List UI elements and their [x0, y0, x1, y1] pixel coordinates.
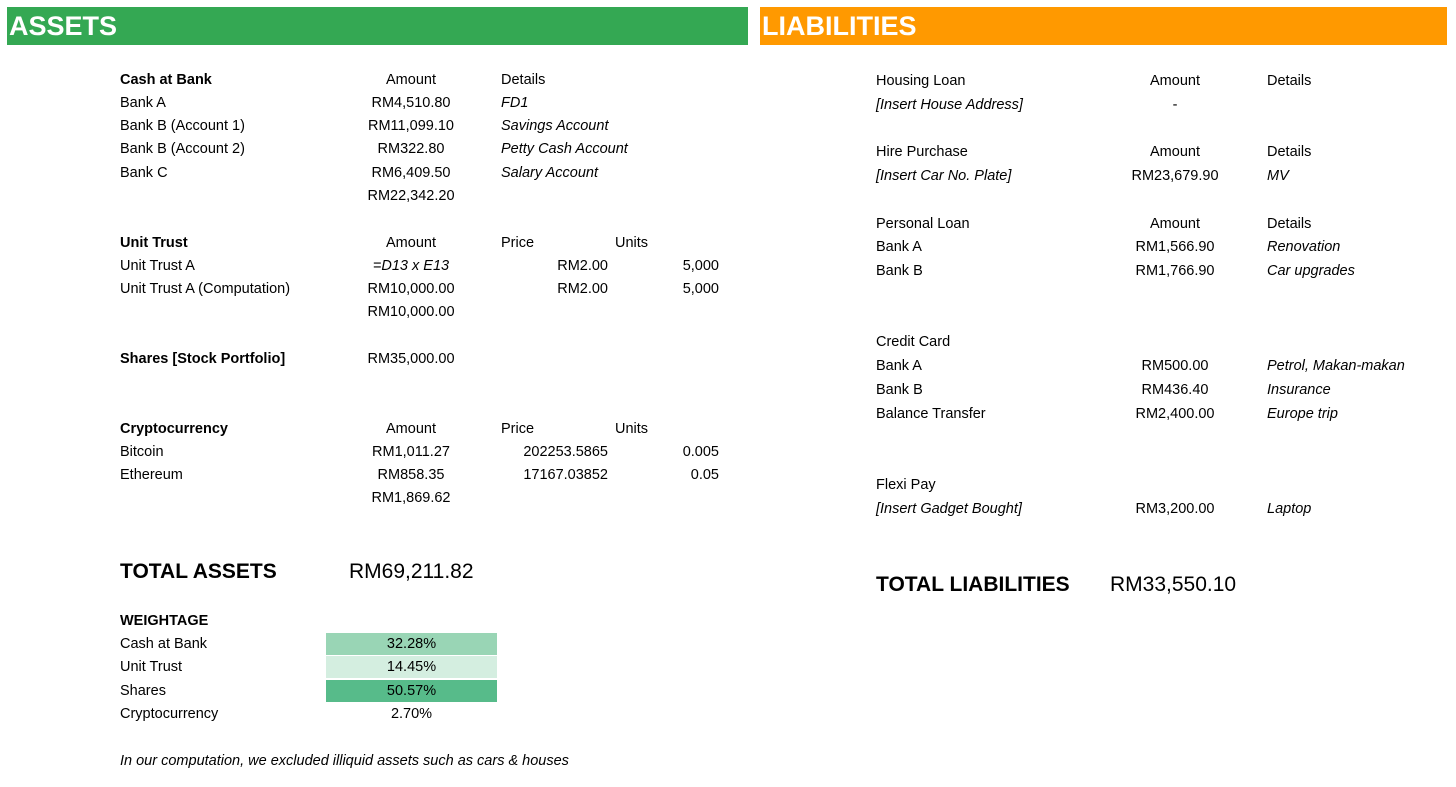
assets-header: ASSETS — [7, 7, 748, 45]
unit-trust-units-header: Units — [615, 235, 649, 251]
cash-row-details: FD1 — [501, 95, 529, 111]
cash-row-amount: RM11,099.10 — [368, 118, 454, 134]
credit-card-row-details: Europe trip — [1267, 406, 1338, 422]
crypto-row-amount: RM1,011.27 — [372, 444, 450, 460]
credit-card-row-name: Balance Transfer — [876, 406, 986, 422]
crypto-subtotal: RM1,869.62 — [371, 490, 451, 506]
unit-trust-row-name: Unit Trust A — [120, 258, 195, 274]
cash-row-details: Salary Account — [501, 165, 598, 181]
hire-purchase-row-details: MV — [1267, 168, 1289, 184]
housing-loan-title: Housing Loan — [876, 73, 966, 89]
personal-loan-title: Personal Loan — [876, 216, 970, 232]
housing-row-amount: - — [1172, 97, 1178, 113]
personal-loan-row-name: Bank A — [876, 239, 922, 255]
hire-purchase-title: Hire Purchase — [876, 144, 968, 160]
hire-purchase-row-name: [Insert Car No. Plate] — [876, 168, 1012, 184]
crypto-row-price: 202253.5865 — [523, 444, 608, 460]
weightage-row-name: Shares — [120, 683, 166, 699]
unit-trust-price-header: Price — [501, 235, 535, 251]
total-liabilities-label: TOTAL LIABILITIES — [876, 573, 1070, 596]
crypto-section-title: Cryptocurrency — [120, 421, 228, 437]
personal-loan-amount-header: Amount — [1150, 216, 1200, 232]
total-liabilities-value: RM33,550.10 — [1110, 573, 1237, 596]
personal-loan-row-amount: RM1,566.90 — [1135, 239, 1215, 255]
personal-loan-row-details: Renovation — [1267, 239, 1341, 255]
weightage-row-name: Unit Trust — [120, 659, 183, 675]
credit-card-row-details: Petrol, Makan-makan — [1267, 358, 1405, 374]
credit-card-row-name: Bank B — [876, 382, 923, 398]
unit-trust-row-price: RM2.00 — [557, 258, 608, 274]
credit-card-title: Credit Card — [876, 334, 951, 350]
weightage-cell: 50.57% — [326, 680, 497, 702]
shares-section-title: Shares [Stock Portfolio] — [120, 351, 286, 367]
cash-details-header: Details — [501, 72, 546, 88]
cash-section-title: Cash at Bank — [120, 72, 212, 88]
weightage-row-name: Cryptocurrency — [120, 706, 219, 722]
unit-trust-row-amount: RM10,000.00 — [367, 281, 455, 297]
weightage-cell: 14.45% — [326, 656, 497, 678]
cash-row-name: Bank B (Account 2) — [120, 141, 245, 157]
credit-card-row-details: Insurance — [1267, 382, 1331, 398]
cash-row-details: Savings Account — [501, 118, 609, 134]
cash-row-amount: RM322.80 — [377, 141, 445, 157]
shares-amount: RM35,000.00 — [367, 351, 455, 367]
crypto-row-amount: RM858.35 — [377, 467, 445, 483]
unit-trust-row-units: 5,000 — [682, 258, 719, 274]
credit-card-row-amount: RM500.00 — [1141, 358, 1209, 374]
hire-purchase-row-amount: RM23,679.90 — [1131, 168, 1219, 184]
credit-card-row-amount: RM2,400.00 — [1135, 406, 1215, 422]
crypto-amount-header: Amount — [386, 421, 436, 437]
personal-loan-row-details: Car upgrades — [1267, 263, 1355, 279]
personal-loan-row-name: Bank B — [876, 263, 923, 279]
weightage-title: WEIGHTAGE — [120, 613, 209, 629]
credit-card-row-name: Bank A — [876, 358, 922, 374]
crypto-row-units: 0.005 — [682, 444, 719, 460]
unit-trust-row-units: 5,000 — [682, 281, 719, 297]
cash-amount-header: Amount — [386, 72, 436, 88]
crypto-row-price: 17167.03852 — [523, 467, 608, 483]
weightage-cell: 2.70% — [326, 703, 497, 725]
total-assets-label: TOTAL ASSETS — [120, 560, 277, 583]
cash-row-name: Bank B (Account 1) — [120, 118, 245, 134]
weightage-cell: 32.28% — [326, 633, 497, 655]
cash-row-amount: RM6,409.50 — [371, 165, 451, 181]
unit-trust-row-price: RM2.00 — [557, 281, 608, 297]
cash-row-amount: RM4,510.80 — [371, 95, 451, 111]
credit-card-row-amount: RM436.40 — [1141, 382, 1209, 398]
unit-trust-row-formula: =D13 x E13 — [372, 258, 450, 274]
unit-trust-amount-header: Amount — [386, 235, 436, 251]
crypto-row-units: 0.05 — [690, 467, 719, 483]
crypto-row-name: Bitcoin — [120, 444, 164, 460]
hire-purchase-amount-header: Amount — [1150, 144, 1200, 160]
weightage-row-name: Cash at Bank — [120, 636, 208, 652]
personal-loan-details-header: Details — [1267, 216, 1312, 232]
housing-amount-header: Amount — [1150, 73, 1200, 89]
liabilities-header: LIABILITIES — [760, 7, 1447, 45]
flexi-pay-row-name: [Insert Gadget Bought] — [876, 501, 1022, 517]
hire-purchase-details-header: Details — [1267, 144, 1312, 160]
crypto-price-header: Price — [501, 421, 535, 437]
housing-details-header: Details — [1267, 73, 1312, 89]
flexi-pay-title: Flexi Pay — [876, 477, 936, 493]
footnote: In our computation, we excluded illiquid assets such as cars & houses — [120, 753, 569, 769]
unit-trust-section-title: Unit Trust — [120, 235, 188, 251]
unit-trust-row-name: Unit Trust A (Computation) — [120, 281, 291, 297]
cash-row-name: Bank A — [120, 95, 166, 111]
total-assets-value: RM69,211.82 — [349, 560, 474, 583]
unit-trust-subtotal: RM10,000.00 — [367, 304, 455, 320]
housing-row-name: [Insert House Address] — [876, 97, 1023, 113]
personal-loan-row-amount: RM1,766.90 — [1135, 263, 1215, 279]
crypto-row-name: Ethereum — [120, 467, 183, 483]
flexi-pay-row-details: Laptop — [1267, 501, 1312, 517]
crypto-units-header: Units — [615, 421, 649, 437]
cash-subtotal: RM22,342.20 — [367, 188, 455, 204]
flexi-pay-row-amount: RM3,200.00 — [1135, 501, 1215, 517]
cash-row-name: Bank C — [120, 165, 168, 181]
cash-row-details: Petty Cash Account — [501, 141, 628, 157]
